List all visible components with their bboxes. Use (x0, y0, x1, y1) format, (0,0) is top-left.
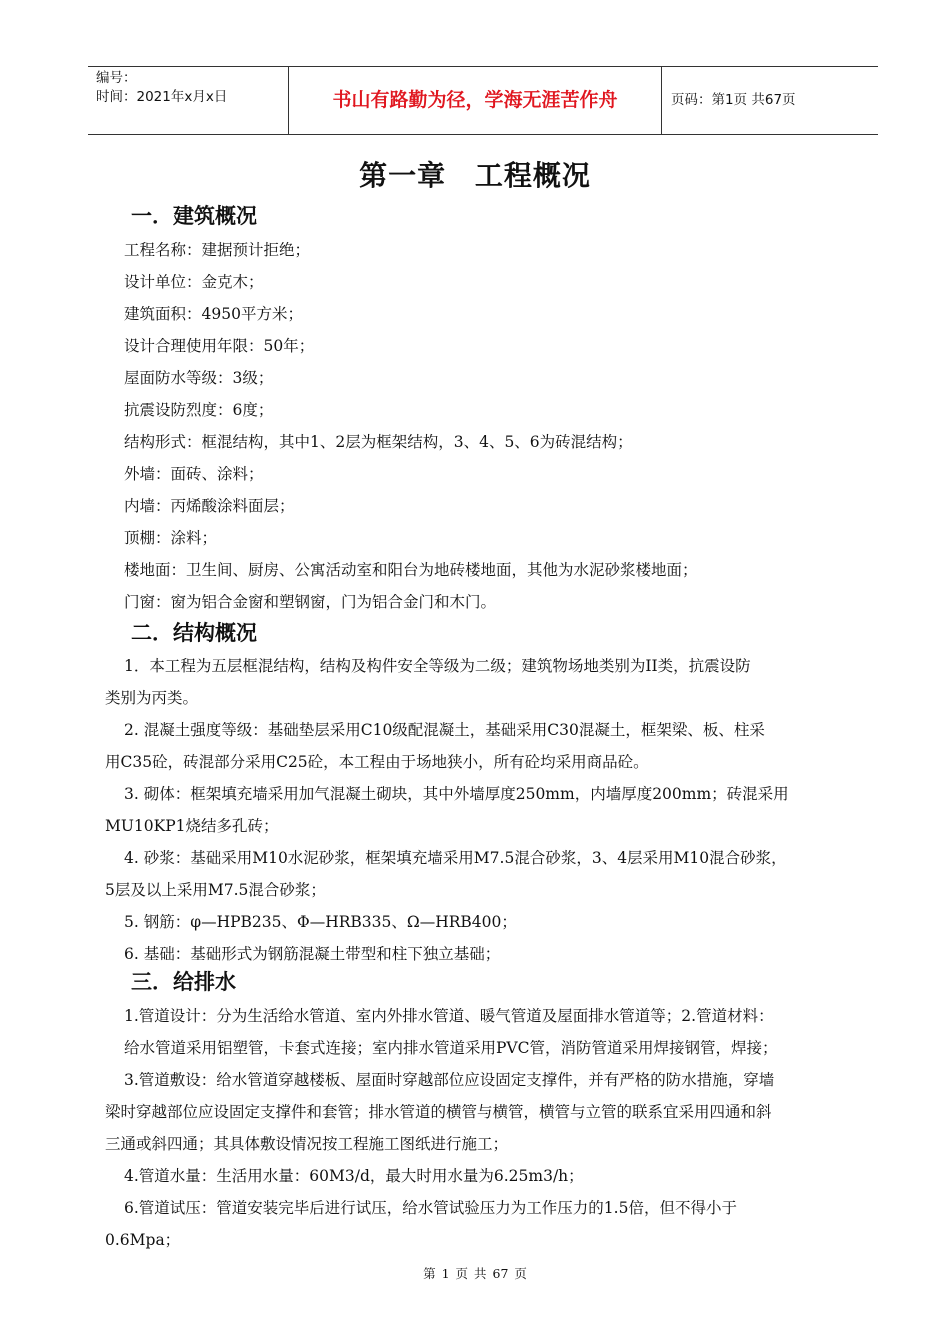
paragraph-line: 结构形式：框混结构，其中1、2层为框架结构，3、4、5、6为砖混结构； (124, 433, 633, 451)
paragraph-line: 设计单位：金克木； (124, 273, 264, 291)
section-heading-structure: 二．结构概况 (131, 621, 257, 645)
page-footer (0, 1264, 950, 1282)
header-info-cell (88, 67, 289, 134)
paragraph-line: 建筑面积：4950平方米； (124, 305, 303, 323)
paragraph-line: 1．本工程为五层框混结构，结构及构件安全等级为二级；建筑物场地类别为II类，抗震设防 (124, 657, 751, 675)
paragraph-line: 5. 钢筋：φ—HPB235、Φ—HRB335、Ω—HRB400； (124, 913, 517, 931)
paragraph-line: 5层及以上采用M7.5混合砂浆； (105, 881, 326, 899)
paragraph-line: 类别为丙类。 (105, 689, 199, 707)
paragraph-line: 4. 砂浆：基础采用M10水泥砂浆，框架填充墙采用M7.5混合砂浆，3、4层采用M10混合砂浆， (124, 849, 787, 867)
section-heading-building: 一．建筑概况 (131, 204, 257, 228)
paragraph-line: 6. 基础：基础形式为钢筋混凝土带型和柱下独立基础； (124, 945, 501, 963)
paragraph-line: 1.管道设计：分为生活给水管道、室内外排水管道、暖气管道及屋面排水管道等；2.管道材料： (124, 1007, 774, 1025)
paragraph-line: 给水管道采用铝塑管，卡套式连接；室内排水管道采用PVC管，消防管道采用焊接钢管，焊接； (124, 1039, 778, 1057)
page-header (88, 66, 878, 135)
date-label: 时间：2021年x月x日 (96, 89, 228, 105)
footer-total-pages: 67 (492, 1266, 509, 1281)
paragraph-line: 梁时穿越部位应设固定支撑件和套管；排水管道的横管与横管，横管与立管的联系宜采用四通和斜 (105, 1103, 772, 1121)
paragraph-line: 设计合理使用年限：50年； (124, 337, 315, 355)
paragraph-line: 6.管道试压：管道安装完毕后进行试压，给水管试验压力为工作压力的1.5倍，但不得小于 (124, 1199, 737, 1217)
paragraph-line: 2. 混凝土强度等级：基础垫层采用C10级配混凝土，基础采用C30混凝土，框架梁、板、柱采 (124, 721, 765, 739)
paragraph-line: 外墙：面砖、涂料； (124, 465, 264, 483)
paragraph-line: 门窗：窗为铝合金窗和塑钢窗，门为铝合金门和木门。 (124, 593, 497, 611)
paragraph-line: 内墙：丙烯酸涂料面层； (124, 497, 295, 515)
footer-page-number: 1 (441, 1266, 450, 1281)
paragraph-line: 3.管道敷设：给水管道穿越楼板、屋面时穿越部位应设固定支撑件，并有严格的防水措施，穿墙 (124, 1071, 775, 1089)
paragraph-line: 顶棚：涂料； (124, 529, 218, 547)
footer-text: 页 (514, 1266, 527, 1281)
paragraph-line: 楼地面：卫生间、厨房、公寓活动室和阳台为地砖楼地面，其他为水泥砂浆楼地面； (124, 561, 698, 579)
paragraph-line: 0.6Mpa； (105, 1231, 181, 1249)
footer-text: 共 (474, 1266, 487, 1281)
paragraph-line: MU10KP1烧结多孔砖； (105, 817, 279, 835)
paragraph-line: 抗震设防烈度：6度； (124, 401, 274, 419)
chapter-title: 第一章 工程概况 (359, 159, 591, 192)
paragraph-line: 用C35砼，砖混部分采用C25砼，本工程由于场地狭小，所有砼均采用商品砼。 (105, 753, 649, 771)
footer-text: 第 (423, 1266, 436, 1281)
header-page-label: 页码：第1页 共67页 (671, 92, 796, 108)
paragraph-line: 3. 砌体：框架填充墙采用加气混凝土砌块，其中外墙厚度250mm，内墙厚度200mm；砖混采用 (124, 785, 789, 803)
section-heading-plumbing: 三．给排水 (131, 970, 236, 994)
footer-text: 页 (455, 1266, 469, 1281)
paragraph-line: 三通或斜四通；其具体敷设情况按工程施工图纸进行施工； (105, 1135, 509, 1153)
header-motto: 书山有路勤为径，学海无涯苦作舟 (289, 67, 662, 134)
paragraph-line: 工程名称：建据预计拒绝； (124, 241, 311, 259)
paragraph-line: 4.管道水量：生活用水量：60M3/d，最大时用水量为6.25m3/h； (124, 1167, 584, 1185)
paragraph-line: 屋面防水等级：3级； (124, 369, 274, 387)
serial-number-label: 编号： (96, 70, 137, 86)
